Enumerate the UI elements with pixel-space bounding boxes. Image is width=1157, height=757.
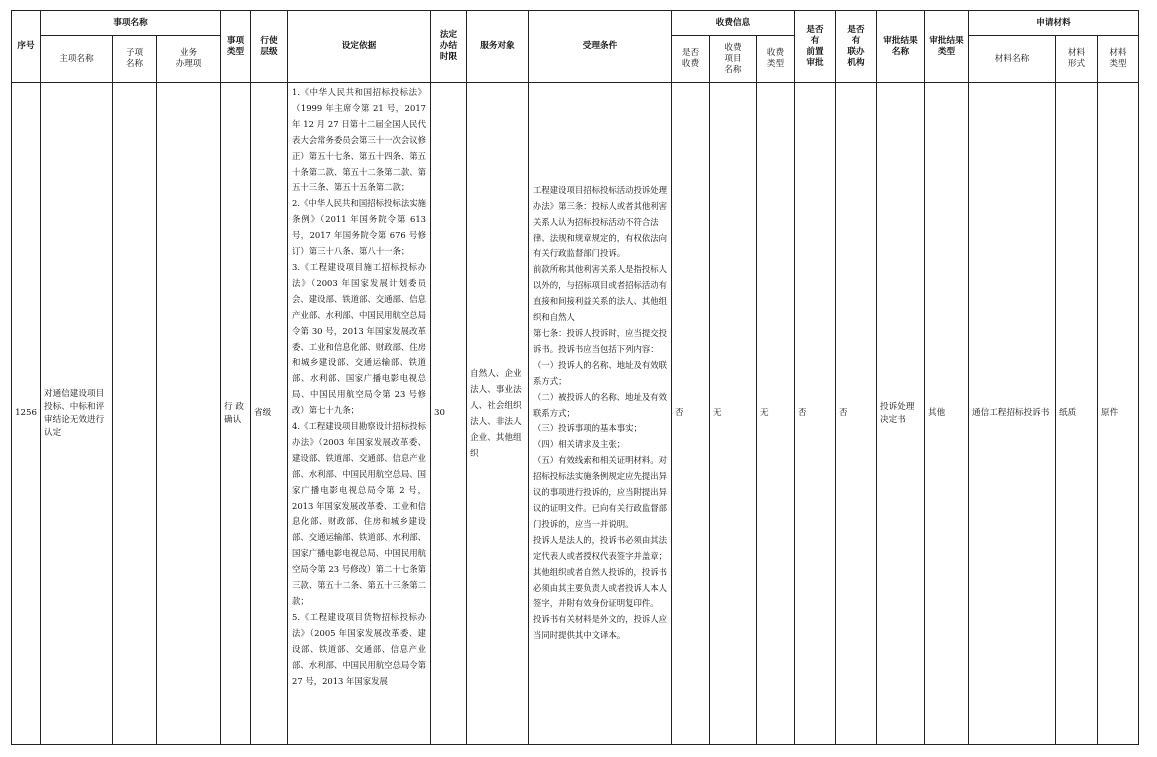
cell-is-fee: 否 (672, 83, 710, 745)
header-main-name: 主项名称 (41, 36, 113, 83)
header-legal-limit-text: 法定 办结 时限 (439, 30, 458, 62)
header-item-name-group: 事项名称 (41, 11, 221, 36)
header-fee-group: 收费信息 (672, 11, 795, 36)
header-item-type (221, 11, 251, 83)
cell-material-name: 通信工程招标投诉书 (969, 83, 1056, 745)
header-is-fee-text: 是否 收费 (681, 48, 700, 69)
cell-service-target: 自然人、企业法人、事业法人、社会组织法人、非法人企业、其他组织 (467, 83, 529, 745)
cell-item-type: 行 政确认 (221, 83, 251, 745)
header-materials-group: 申请材料 (969, 11, 1139, 36)
cell-basis (288, 83, 431, 745)
header-result-type-text: 审批结果 类型 (929, 35, 964, 57)
header-basis: 设定依据 (288, 11, 431, 83)
header-fee-type-text: 收费 类型 (766, 48, 785, 69)
header-is-fee (672, 36, 710, 83)
cell-fee-type: 无 (757, 83, 795, 745)
table-row (12, 83, 1139, 745)
cell-conditions-text: 工程建设项目招标投标活动投诉处理办法》第三条：投标人或者其他利害关系人认为招标投标活动不符合法律、法规和规章规定的，有权依法向有关行政监督部门投诉。 前款所称其他利害关系人是指投标人以外的，与招标项目或者招标活动有直接和间接利益关系的法人、其他组织和自然人 第七条：投诉人投诉时，应当提交投诉书。投诉书应当包括下列内容： （一）投诉人的名称、地址及有效联系方式； （二）被投诉人的名称、地址及有效联系方式； （三）投诉事项的基本事实； （四）相关请求及主张； （五）有效线索和相关证明材料。对招标投标法实施条例规定应先提出异议的事项进行投诉的，应当附提出异议的证明文件。已向有关行政监督部门投诉的，应当一并说明。 投诉人是法人的，投诉书必须由其法定代表人或者授权代表签字并盖章；其他组织或者自然人投诉的，投诉书必须由其主要负责人或者投诉人本人签字，并附有效身份证明复印件。 投诉书有关材料是外文的，投诉人应当同时提供其中文译本。 (533, 184, 667, 641)
cell-result-name: 投诉处理决定书 (877, 83, 925, 745)
header-fee-type (757, 36, 795, 83)
cell-basis-text: 1.《中华人民共和国招标投标法》（1999 年主席令第 21 号，2017 年 12 月 27 日第十二届全国人民代表大会常务委员会第三十一次会议修正）第五十七条、第五十四条、第五十条第二款、第五十二条第二款、第五十三条、第五十五条第二款； 2.《中华人民共和国招标投标法实施条例》（2011 年国务院令第 613 号，2017 年国务院令第 676 号修订）第三十八条、第八十一条； 3.《工程建设项目施工招标投标办法》（2003 年国家发展计划委员会、建设部、铁道部、交通部、信息产业部、水利部、中国民用航空总局令第 30 号，2013 年国家发展改革委、工业和信息化部、财政部、住房和城乡建设部、交通运输部、铁道部、水利部、国家广播电影电视总局、中国民用航空局令第 23 号修改）第七十九条； 4.《工程建设项目勘察设计招标投标办法》（2003 年国家发展改革委、建设部、铁道部、交通部、信息产业部、水利部、中国民用航空总局、国家广播电影电视总局令第 2 号，2013 年国家发展改革委、工业和信息化部、财政部、住房和城乡建设部、交通运输部、铁道部、水利部、国家广播电影电视总局、中国民用航空局令第 23 号修改）第二十七条第三款、第五十二条、第五十三条第二款； 5.《工程建设项目货物招标投标办法》（2005 年国家发展改革委、建设部、铁道部、交通部、信息产业部、水利部、中国民用航空总局令第 27 号，2013 年国家发展 (292, 87, 426, 686)
header-item-type-text: 事项 类型 (226, 35, 245, 57)
cell-level: 省级 (251, 83, 288, 745)
header-fee-item (710, 36, 757, 83)
header-level-text: 行使 层级 (260, 35, 278, 57)
header-result-name-text: 审批结果 名称 (883, 35, 918, 57)
header-biz-item-text: 业务 办理项 (175, 48, 202, 69)
header-result-type (925, 11, 969, 83)
cell-legal-limit: 30 (431, 83, 467, 745)
header-service-target: 服务对象 (467, 11, 529, 83)
header-biz-item (157, 36, 221, 83)
header-material-type-text: 材料 类型 (1109, 48, 1127, 69)
header-joint (836, 11, 877, 83)
header-material-name: 材料名称 (969, 36, 1056, 83)
cell-pre-approval: 否 (795, 83, 836, 745)
header-joint-text: 是否 有 联办 机构 (847, 24, 865, 68)
cell-biz-item (157, 83, 221, 745)
item-table (11, 10, 1139, 745)
header-pre-approval-text: 是否 有 前置 审批 (806, 24, 824, 68)
cell-result-type: 其他 (925, 83, 969, 745)
cell-material-type: 原件 (1098, 83, 1139, 745)
header-legal-limit (431, 11, 467, 83)
cell-conditions (529, 83, 672, 745)
header-sub-name-text: 子项 名称 (125, 48, 144, 69)
header-level (251, 11, 288, 83)
header-sub-name (113, 36, 157, 83)
header-result-name (877, 11, 925, 83)
cell-sub-name (113, 83, 157, 745)
cell-seq: 1256 (12, 83, 41, 745)
header-material-form (1056, 36, 1098, 83)
cell-material-form: 纸质 (1056, 83, 1098, 745)
cell-joint: 否 (836, 83, 877, 745)
header-material-type (1098, 36, 1139, 83)
header-material-form-text: 材料 形式 (1067, 48, 1086, 69)
header-conditions: 受理条件 (529, 11, 672, 83)
header-fee-item-text: 收费 项目 名称 (724, 42, 742, 75)
cell-fee-item: 无 (710, 83, 757, 745)
header-pre-approval (795, 11, 836, 83)
cell-main-name: 对通信建设项目投标、中标和评审结论无效进行认定 (41, 83, 113, 745)
header-seq: 序号 (12, 11, 41, 83)
